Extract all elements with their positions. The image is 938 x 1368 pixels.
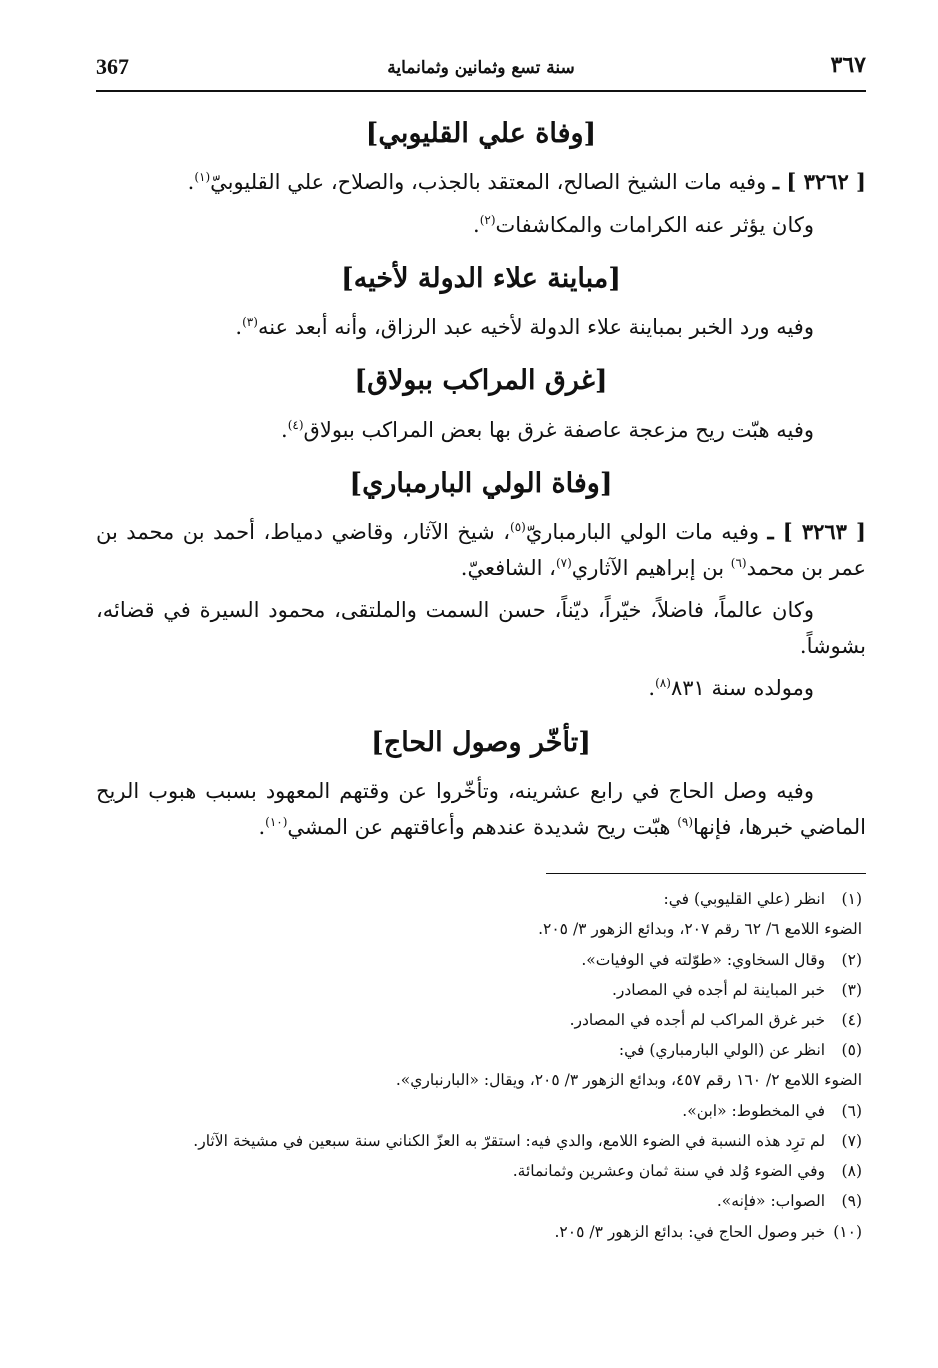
footnote-number: (١): [841, 890, 862, 909]
section-heading: [تأخّر وصول الحاج]: [370, 726, 592, 758]
footnote-number: (٥): [841, 1041, 862, 1060]
footnote-text: وفي الضوء وُلد في سنة ثمان وعشرين وثمانمائة.: [512, 1162, 826, 1181]
footnote-text: الصواب: «فإنه».: [716, 1192, 826, 1211]
paragraph-tail: .: [258, 815, 266, 840]
footnote-ref[interactable]: (٨): [655, 676, 671, 691]
footnote: [96, 975, 862, 1005]
section-heading: [غرق المراكب ببولاق]: [354, 365, 608, 397]
footnote-text: خبر وصول الحاج في: بدائع الزهور ٣/ ٢٠٥.: [554, 1222, 826, 1241]
footnote-text: لم ترِد هذه النسبة في الضوء اللامع، والدي فيه: استقرّ به العزّ الكناني سنة سبعين في مشيخة الآثار.: [193, 1131, 826, 1150]
paragraph-tail: .: [473, 212, 480, 237]
footnote-number: (٤): [841, 1011, 862, 1030]
footnote: [96, 1217, 862, 1247]
footnote-ref[interactable]: (٤): [287, 417, 304, 432]
paragraph: [96, 592, 866, 664]
footnote-number: (٦): [841, 1101, 862, 1120]
footnote-text: خبر المباينة لم أجده في المصادر.: [611, 980, 826, 999]
footnote-text: خبر غرق المراكب لم أجده في المصادر.: [569, 1011, 826, 1030]
footnote: [96, 1096, 862, 1126]
footnote-ref[interactable]: (١): [194, 170, 211, 185]
footnote-ref[interactable]: (٦): [730, 556, 747, 571]
footnote: [96, 1005, 862, 1035]
paragraph-text: ، شيخ الآثار، وقاضي دمياط، أحمد بن محمد بن عمر بن محمد: [96, 520, 866, 581]
footnote-number: (٣): [841, 980, 862, 999]
paragraph-tail: .: [648, 676, 656, 701]
paragraph-text: وفيه وصل الحاج في رابع عشرينه، وتأخّروا عن وقتهم المعهود بسبب هبوب الريح الماضي خبرها، فإنها: [96, 778, 866, 840]
footnote-number: (١٠): [833, 1222, 862, 1241]
paragraph-text: وفيه مات الشيخ الصالح، المعتقد بالجذب، والصلاح، علي القليوبيّ: [210, 170, 773, 195]
paragraph: [96, 309, 866, 345]
footnotes: [96, 884, 866, 1247]
running-head: [96, 48, 866, 92]
footnote-ref[interactable]: (٩): [677, 815, 694, 830]
entry-number: [ ٣٢٦٣ ] ـ: [767, 519, 866, 544]
footnote: [96, 945, 862, 975]
section-heading: [وفاة الولي البارمباري]: [349, 467, 613, 499]
paragraph-text: وكان عالماً، فاضلاً، خيّراً، ديّناً، حسن السمت والملتقى، محمود السيرة في قضائه، بشوشاً.: [96, 598, 866, 659]
section-heading: [وفاة علي القليوبي]: [365, 118, 597, 149]
footnote-continuation: الضوء اللامع ٢/ ١٦٠ رقم ٤٥٧، وبدائع الزهور ٣/ ٢٠٥، ويقال: «البارنباري».: [395, 1071, 862, 1090]
paragraph-tail: ، الشافعيّ.: [460, 556, 556, 581]
footnote-number: (٨): [841, 1162, 862, 1181]
footnote: [96, 1126, 862, 1156]
footnote-number: (٩): [841, 1192, 862, 1211]
paragraph-tail: .: [235, 315, 243, 339]
page-number-arabic: ٣٦٧: [830, 52, 866, 78]
footnote-ref[interactable]: (٥): [510, 520, 526, 534]
footnote-number: (٧): [841, 1131, 862, 1150]
footnote-number: (٢): [841, 950, 862, 969]
footnote-ref[interactable]: (٧): [555, 556, 572, 571]
footnote-text: وقال السخاوي: «طوّلته في الوفيات».: [581, 950, 826, 969]
section-heading: [مباينة علاء الدولة لأخيه]: [341, 262, 621, 294]
footnote: [96, 884, 862, 944]
entry-paragraph: [96, 164, 866, 200]
paragraph: [96, 207, 866, 243]
paragraph: [96, 773, 866, 845]
paragraph-text: بن إبراهيم الآثاري: [571, 556, 731, 581]
paragraph-text: وفيه مات الولي البارمباريّ: [525, 520, 768, 544]
book-page: [96, 48, 866, 1348]
paragraph-text: وفيه هبّت ريح مزعجة عاصفة غرق بها بعض المراكب ببولاق: [303, 417, 814, 442]
paragraph-text: هبّت ريح شديدة عندهم وأعاقتهم عن المشي: [287, 815, 678, 840]
paragraph-text: وفيه ورد الخبر بمباينة علاء الدولة لأخيه عبد الرزاق، وأنه أبعد عنه: [257, 315, 814, 339]
footnote-ref[interactable]: (٢): [479, 212, 496, 227]
footnote-continuation: الضوء اللامع ٦/ ٦٢ رقم ٢٠٧، وبدائع الزهور ٣/ ٢٠٥.: [538, 920, 862, 939]
footnote: [96, 1156, 862, 1186]
footnote-ref[interactable]: (١٠): [265, 815, 288, 830]
entry-paragraph: [96, 514, 866, 586]
entry-number: [ ٣٢٦٢ ] ـ: [772, 169, 866, 195]
paragraph-tail: .: [187, 170, 195, 195]
footnote: [96, 1186, 862, 1216]
paragraph-text: ومولده سنة ٨٣١: [670, 676, 814, 701]
paragraph: [96, 670, 866, 706]
footnote-text: انظر (علي القليوبي) في:: [663, 890, 826, 909]
paragraph-text: وكان يؤثر عنه الكرامات والمكاشفات: [495, 212, 814, 237]
page-number-latin: 367: [96, 54, 129, 79]
footnote-text: انظر عن (الولي البارمباري) في:: [618, 1041, 826, 1060]
footnote: [96, 1035, 862, 1095]
paragraph-tail: .: [281, 417, 288, 442]
footnote-ref[interactable]: (٣): [242, 315, 258, 329]
running-title: سنة تسع وثمانين وثمانماية: [387, 58, 575, 78]
paragraph: [96, 412, 866, 448]
footnote-text: في المخطوط: «ابن».: [682, 1101, 826, 1120]
footnote-separator: [546, 873, 866, 874]
